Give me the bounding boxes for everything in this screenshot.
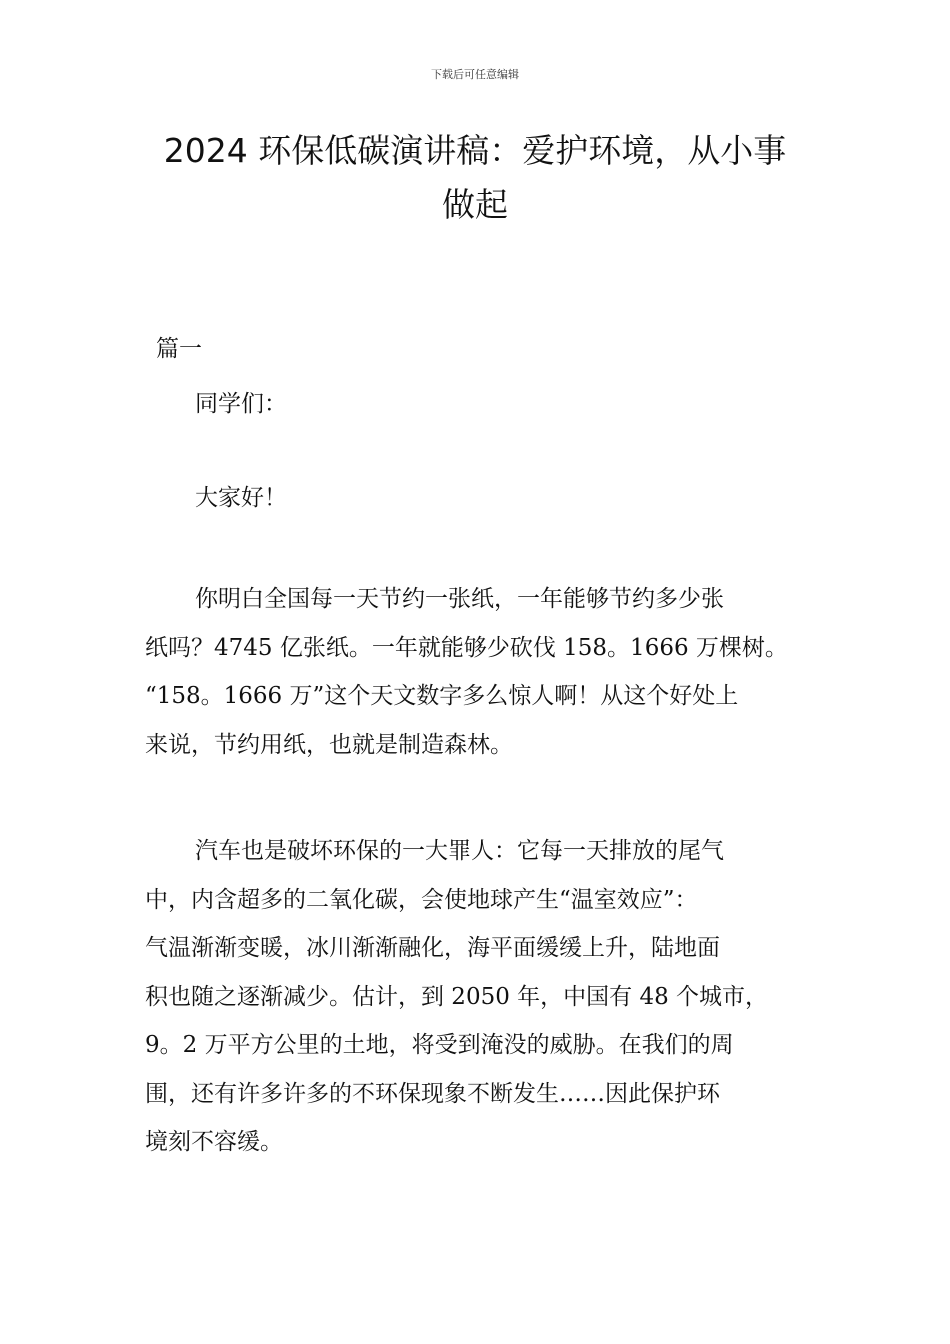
paragraph-line: 境刻不容缓。 — [145, 1129, 283, 1155]
paragraph-line: 9。2 万平方公里的土地，将受到淹没的威胁。在我们的周 — [145, 1032, 734, 1058]
header-note: 下载后可任意编辑 — [431, 68, 519, 81]
body-paragraph-1 — [145, 575, 815, 769]
section-label: 篇一 — [156, 336, 202, 362]
paragraph-line: 气温渐渐变暖，冰川渐渐融化，海平面缓缓上升，陆地面 — [145, 935, 720, 961]
greeting-line: 同学们： — [195, 391, 287, 417]
paragraph-line: 积也随之逐渐减少。估计，到 2050 年，中国有 48 个城市， — [145, 983, 769, 1010]
paragraph-line: 汽车也是破坏环保的一大罪人：它每一天排放的尾气 — [195, 838, 724, 864]
paragraph-line: 纸吗？4745 亿张纸。一年就能够少砍伐 158。1666 万棵树。 — [145, 634, 788, 661]
greeting-line: 大家好！ — [195, 485, 287, 511]
body-paragraph-2 — [145, 827, 815, 1167]
paragraph-line: 围，还有许多许多的不环保现象不断发生……因此保护环 — [145, 1080, 720, 1107]
title-line-1: 2024 环保低碳演讲稿：爱护环境，从小事 — [163, 131, 787, 170]
page-title — [100, 124, 850, 232]
title-line-2: 做起 — [442, 185, 508, 224]
paragraph-line: 来说，节约用纸，也就是制造森林。 — [145, 731, 513, 758]
paragraph-line: 中，内含超多的二氧化碳，会使地球产生“温室效应”： — [145, 886, 698, 913]
paragraph-line: 你明白全国每一天节约一张纸，一年能够节约多少张 — [195, 586, 724, 612]
paragraph-line: “158。1666 万”这个天文数字多么惊人啊！从这个好处上 — [145, 683, 739, 709]
